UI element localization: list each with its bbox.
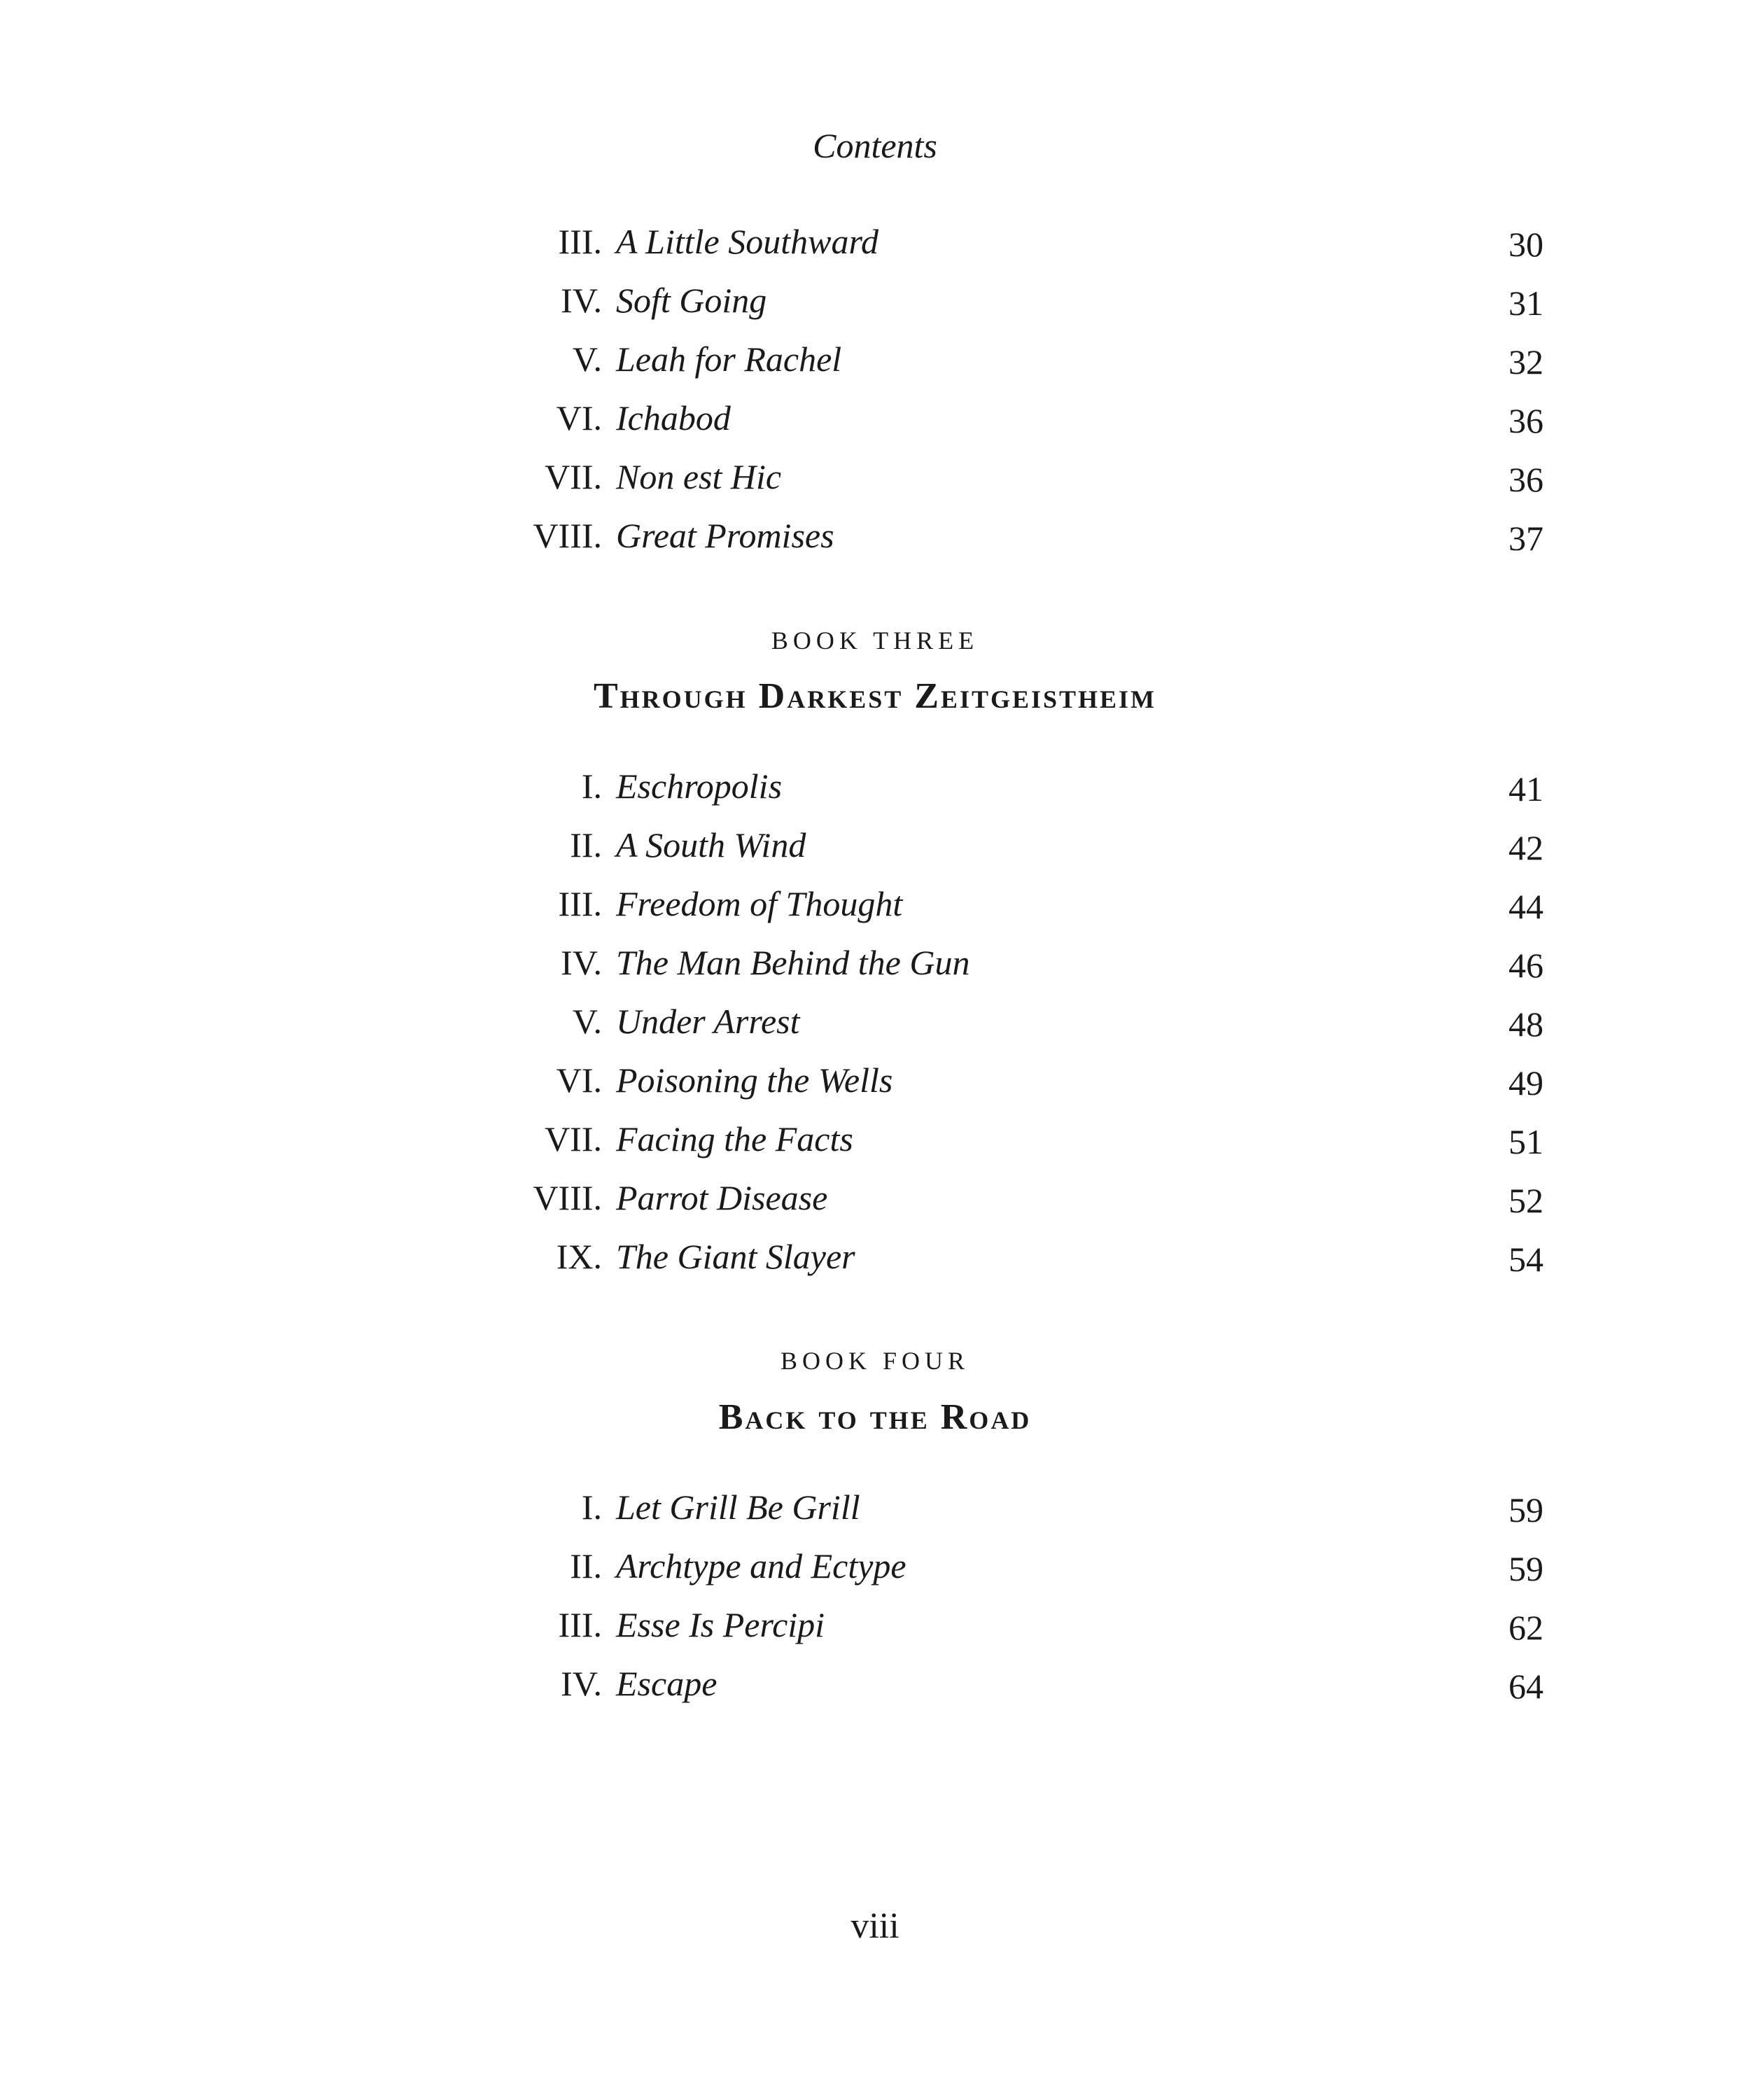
page-folio: viii [850,1906,899,1946]
chapter-title: Non est Hic [616,457,782,496]
page-number: 46 [1508,946,1544,985]
page-number: 51 [1508,1122,1544,1161]
chapter-number: II. [570,1546,602,1586]
chapter-number: VII. [545,457,602,496]
chapter-number: VIII. [533,516,602,555]
page-number: 41 [1508,769,1544,808]
chapter-number: IV. [561,1664,602,1703]
toc-entry [0,335,1750,393]
page-number: 48 [1508,1004,1544,1044]
toc-entry [0,1173,1750,1232]
book-three-label: BOOK THREE [771,626,979,654]
page-number: 36 [1508,401,1544,440]
chapter-title: Soft Going [616,281,767,320]
chapter-title: Archtype and Ectype [616,1546,906,1586]
toc-entry [0,997,1750,1056]
book-three-title: Through Darkest Zeitgeistheim [593,676,1157,716]
toc-entry [0,1232,1750,1291]
page-number: 31 [1508,284,1544,323]
chapter-title: Facing the Facts [616,1119,853,1158]
chapter-number: I. [581,766,602,806]
page-number: 36 [1508,460,1544,499]
page-number: 59 [1508,1549,1544,1588]
chapter-title: Parrot Disease [616,1178,828,1217]
chapter-title: Let Grill Be Grill [616,1488,860,1527]
toc-entry [0,276,1750,335]
chapter-number: VIII. [533,1178,602,1217]
chapter-number: III. [558,1605,602,1644]
chapter-number: V. [572,340,602,379]
toc-entry [0,1483,1750,1541]
page-number: 62 [1508,1608,1544,1647]
chapter-number: VI. [556,1060,602,1100]
chapter-number: IV. [561,281,602,320]
toc-entry [0,217,1750,276]
book-four-title: Back to the Road [718,1397,1032,1437]
page-number: 30 [1508,225,1544,264]
chapter-title: The Giant Slayer [616,1237,855,1276]
toc-entry [0,393,1750,452]
page-number: 52 [1508,1181,1544,1220]
toc-section-continued [0,217,1750,570]
toc-section-book-three [0,762,1750,1291]
chapter-title: Escape [616,1664,718,1703]
chapter-title: Great Promises [616,516,834,555]
chapter-title: Eschropolis [616,766,783,806]
chapter-number: VII. [545,1119,602,1158]
page-number: 37 [1508,519,1544,558]
page-number: 64 [1508,1667,1544,1706]
chapter-number: V. [572,1002,602,1041]
toc-section-book-four [0,1483,1750,1718]
toc-entry [0,762,1750,820]
toc-entry [0,938,1750,997]
toc-entry [0,879,1750,938]
page-number: 42 [1508,828,1544,867]
toc-entry [0,1056,1750,1114]
toc-entry [0,1600,1750,1659]
toc-entry [0,452,1750,511]
chapter-title: Esse Is Percipi [616,1605,825,1644]
page-number: 44 [1508,887,1544,926]
chapter-number: II. [570,825,602,864]
chapter-title: Leah for Rachel [616,340,842,379]
chapter-title: Poisoning the Wells [616,1060,893,1100]
chapter-title: Ichabod [616,398,731,438]
chapter-title: Freedom of Thought [616,884,903,923]
page-number: 54 [1508,1240,1544,1279]
chapter-number: IX. [556,1237,602,1276]
toc-entry [0,820,1750,879]
chapter-title: Under Arrest [616,1002,800,1041]
page-number: 49 [1508,1063,1544,1102]
toc-entry [0,1541,1750,1600]
toc-entry [0,511,1750,570]
chapter-title: A Little Southward [616,222,879,261]
chapter-title: A South Wind [616,825,806,864]
chapter-title: The Man Behind the Gun [616,943,970,982]
chapter-number: VI. [556,398,602,438]
book-four-label: BOOK FOUR [780,1347,970,1375]
running-head: Contents [813,126,937,165]
chapter-number: IV. [561,943,602,982]
toc-entry [0,1114,1750,1173]
chapter-number: I. [581,1488,602,1527]
chapter-number: III. [558,222,602,261]
chapter-number: III. [558,884,602,923]
page-number: 59 [1508,1490,1544,1530]
page-number: 32 [1508,342,1544,382]
toc-entry [0,1659,1750,1718]
